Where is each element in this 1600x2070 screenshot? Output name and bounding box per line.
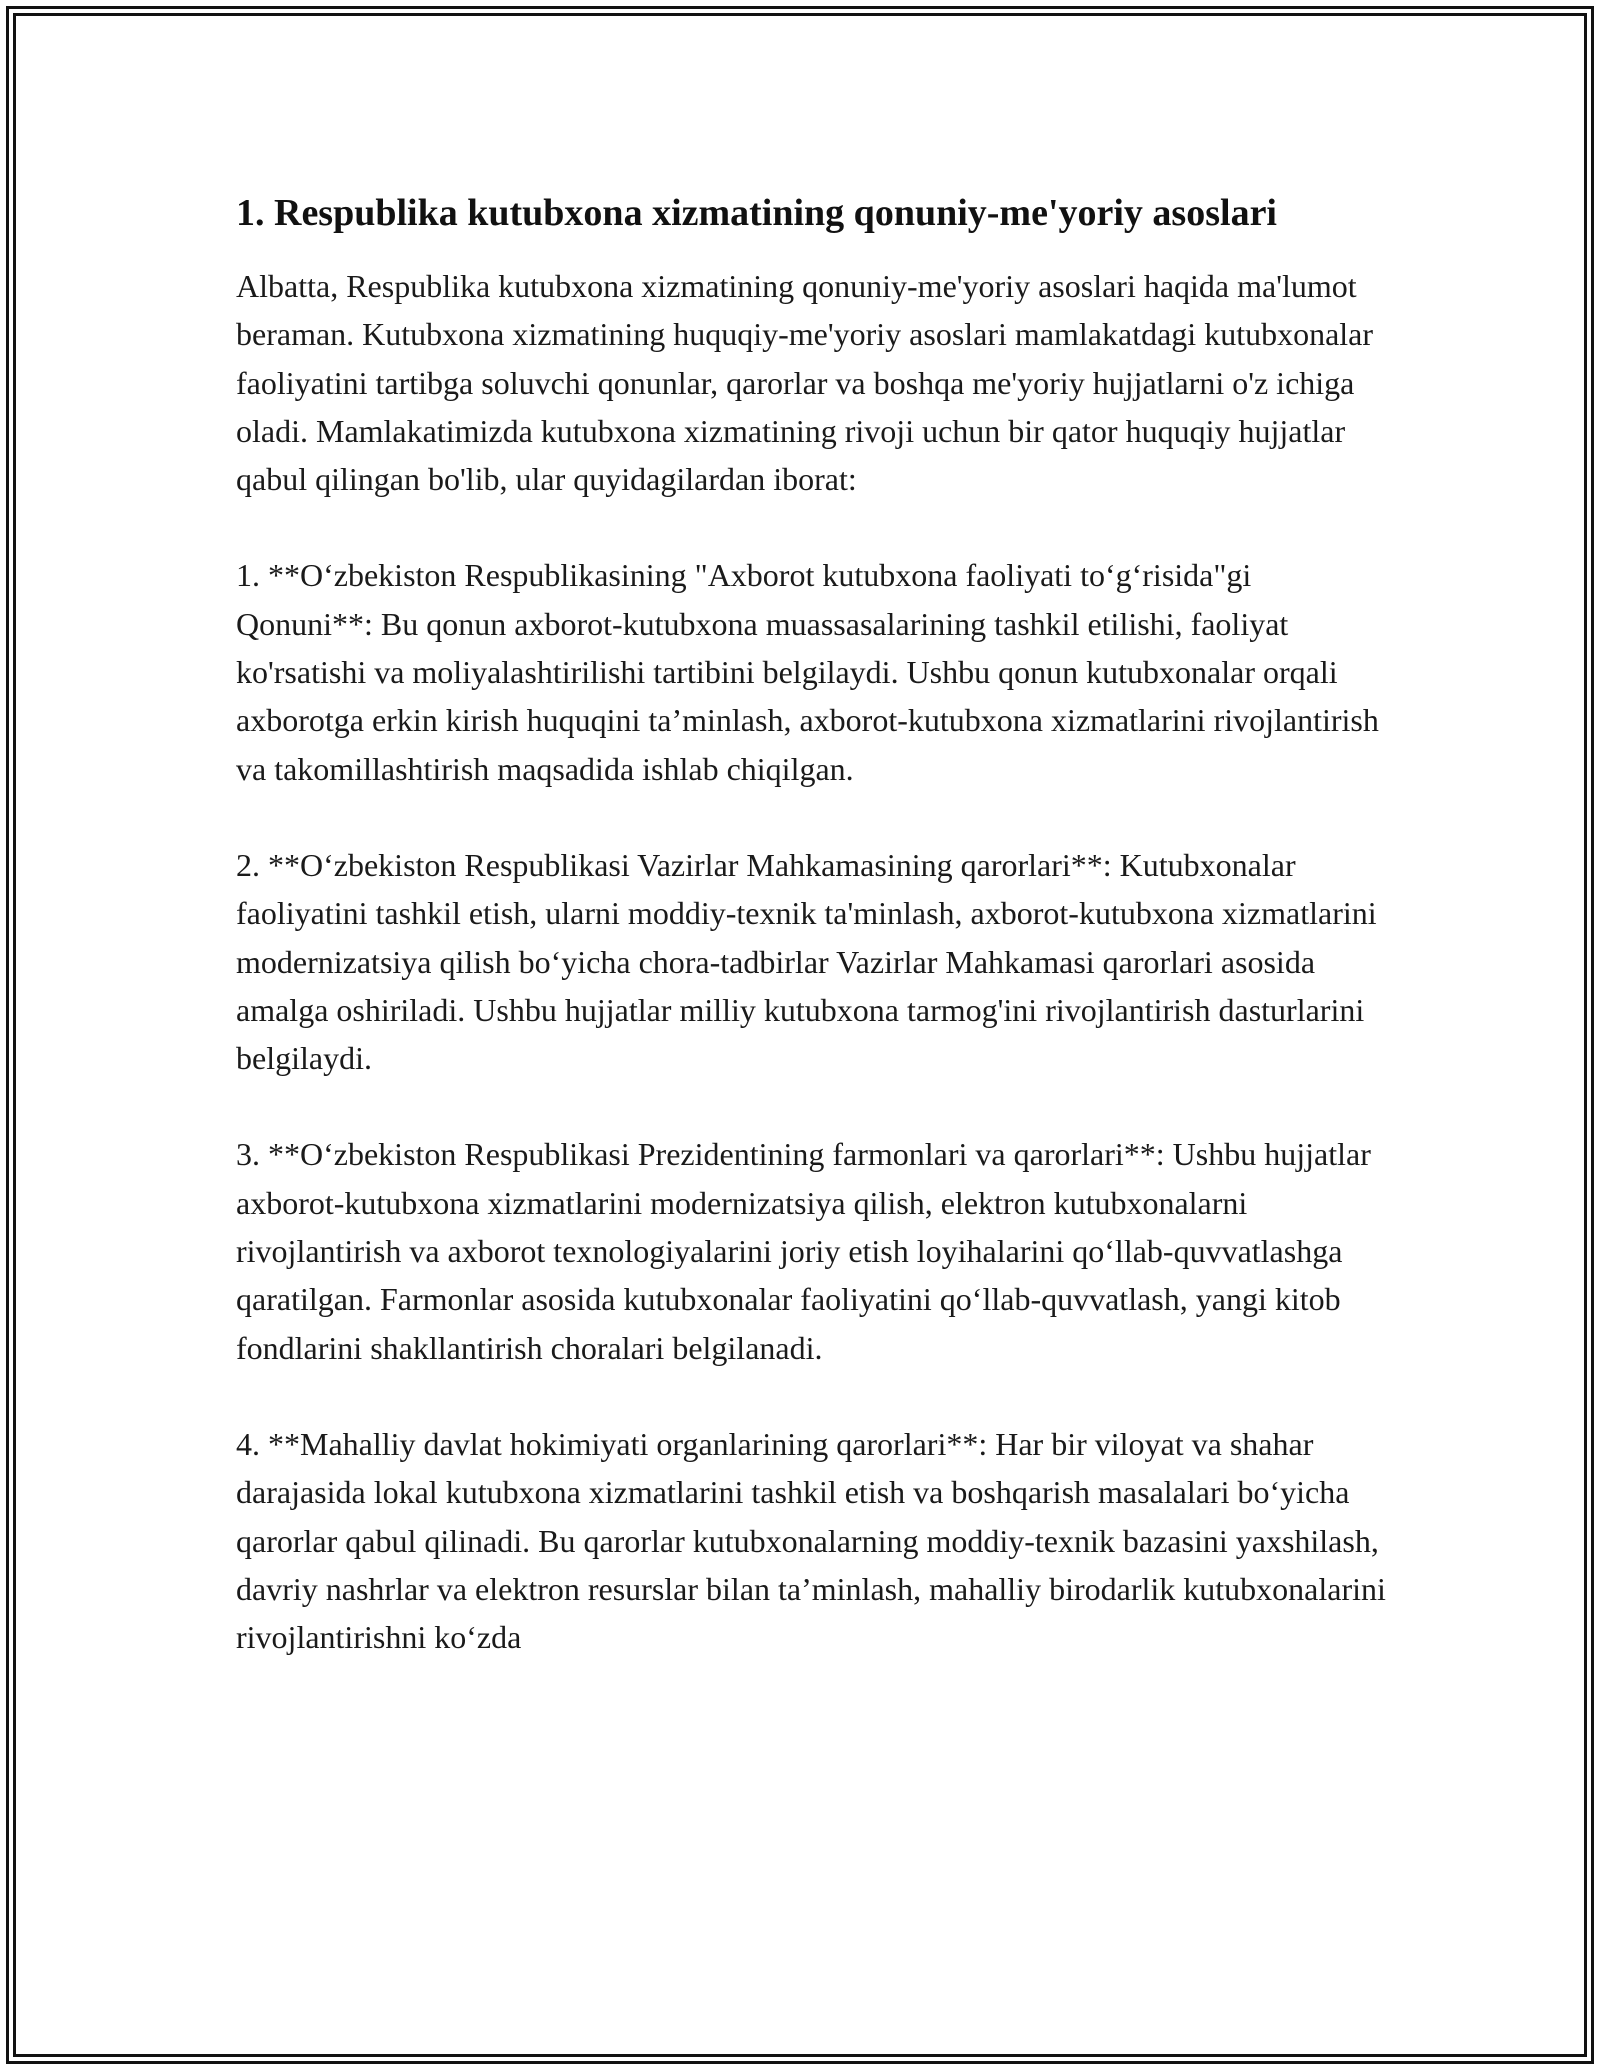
section-title: 1. Respublika kutubxona xizmatining qonuniy-me'yoriy asoslari (236, 192, 1277, 234)
list-item-law: 1. **O‘zbekiston Respublikasining "Axborot kutubxona faoliyati to‘g‘risida"gi Qonuni**: Bu qonun axborot-kutubxona muassasalarining tashkil etilishi, faoliyat ko'rsatishi va moliyalashtirilishi tartibini belgilaydi. Ushbu qonun kutubxonalar orqali axborotga erkin kirish huquqini ta’minlash, axborot-kutubxona xizmatlarini rivojlantirish va takomillashtirish maqsadida ishlab chiqilgan. (236, 557, 1379, 787)
document-body (236, 186, 1386, 1661)
intro-paragraph: Albatta, Respublika kutubxona xizmatining qonuniy-me'yoriy asoslari haqida ma'lumot beraman. Kutubxona xizmatining huquqiy-me'yoriy asoslari mamlakatdagi kutubxonalar faoliyatini tartibga soluvchi qonunlar, qarorlar va boshqa me'yoriy hujjatlarni o'z ichiga oladi. Mamlakatimizda kutubxona xizmatining rivoji uchun bir qator huquqiy hujjatlar qabul qilingan bo'lib, ular quyidagilardan iborat: (236, 268, 1374, 498)
list-item-local-authorities: 4. **Mahalliy davlat hokimiyati organlarining qarorlari**: Har bir viloyat va shahar darajasida lokal kutubxona xizmatlarini tashkil etish va boshqarish masalalari bo‘yicha qarorlar qabul qilinadi. Bu qarorlar kutubxonalarning moddiy-texnik bazasini yaxshilash, davriy nashrlar va elektron resurslar bilan ta’minlash, mahalliy birodarlik kutubxonalarini rivojlantirishni ko‘zda (236, 1425, 1386, 1656)
list-item-cabinet-resolutions: 2. **O‘zbekiston Respublikasi Vazirlar Mahkamasining qarorlari**: Kutubxonalar faoliyatini tashkil etish, ularni moddiy-texnik ta'minlash, axborot-kutubxona xizmatlarini modernizatsiya qilish bo‘yicha chora-tadbirlar Vazirlar Mahkamasi qarorlari asosida amalga oshiriladi. Ushbu hujjatlar milliy kutubxona tarmog'ini rivojlantirish dasturlarini belgilaydi. (236, 846, 1377, 1077)
list-item-presidential-decrees: 3. **O‘zbekiston Respublikasi Prezidentining farmonlari va qarorlari**: Ushbu hujjatlar axborot-kutubxona xizmatlarini modernizatsiya qilish, elektron kutubxonalarni rivojlantirish va axborot texnologiyalarini joriy etish loyihalarini qo‘llab-quvvatlashga qaratilgan. Farmonlar asosida kutubxonalar faoliyatini qo‘llab-quvvatlash, yangi kitob fondlarini shakllantirish choralari belgilanadi. (236, 1136, 1371, 1366)
